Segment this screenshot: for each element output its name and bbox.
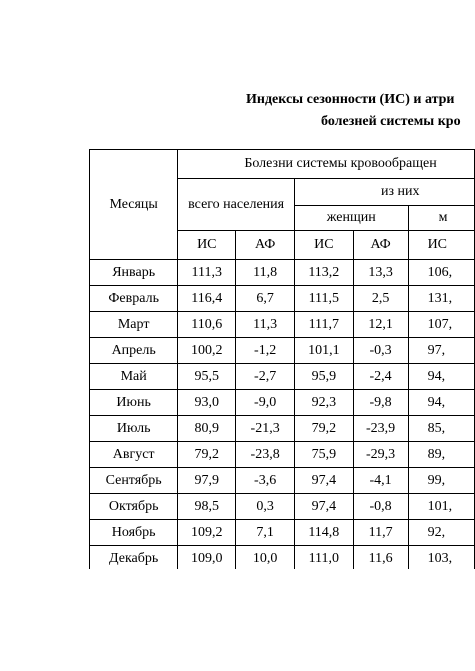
is-women-cell: 113,2 [294,260,353,286]
men-header: м [408,206,474,231]
af-women-cell: 11,7 [353,520,408,546]
is-women-cell: 92,3 [294,390,353,416]
is-women-cell: 114,8 [294,520,353,546]
af-women-cell: 2,5 [353,286,408,312]
table-row [90,468,475,494]
af-all-cell: -1,2 [236,338,295,364]
of-them-header: из них [294,179,474,206]
women-header: женщин [294,206,408,231]
is-women-cell: 95,9 [294,364,353,390]
is-men-cell: 99, [408,468,474,494]
all-population-header: всего населения [178,179,295,231]
month-cell: Июль [90,416,178,442]
is-women-cell: 79,2 [294,416,353,442]
af-all-cell: 7,1 [236,520,295,546]
is-women-cell: 111,0 [294,546,353,570]
is-men-cell: 131, [408,286,474,312]
af-all-cell: 10,0 [236,546,295,570]
af-women-cell: 11,6 [353,546,408,570]
month-cell: Февраль [90,286,178,312]
is-all-cell: 95,5 [178,364,236,390]
is-all-cell: 98,5 [178,494,236,520]
is-men-cell: 101, [408,494,474,520]
is-men-cell: 94, [408,390,474,416]
is-men-cell: 107, [408,312,474,338]
af-women-cell: -0,3 [353,338,408,364]
is-all-cell: 80,9 [178,416,236,442]
is-men-cell: 106, [408,260,474,286]
is-all-cell: 93,0 [178,390,236,416]
is-men-cell: 85, [408,416,474,442]
af-women-cell: -29,3 [353,442,408,468]
is-men-cell: 97, [408,338,474,364]
table-row [90,442,475,468]
af-women-cell: -23,9 [353,416,408,442]
table-row [90,546,475,570]
table-container [89,149,475,569]
document-title-line-1: Индексы сезонности (ИС) и атри [246,92,455,107]
is-women-cell: 111,7 [294,312,353,338]
af-all-cell: -2,7 [236,364,295,390]
af-women-cell: -4,1 [353,468,408,494]
month-cell: Октябрь [90,494,178,520]
is-all-cell: 111,3 [178,260,236,286]
is-men-cell: 103, [408,546,474,570]
document-title-line-2: болезней системы кро [321,114,461,129]
is-women-cell: 111,5 [294,286,353,312]
seasonality-table [89,149,475,569]
table-row [90,416,475,442]
is-women-cell: 97,4 [294,468,353,494]
month-cell: Сентябрь [90,468,178,494]
table-row [90,520,475,546]
disease-group-header: Болезни системы кровообращен [178,150,475,179]
table-row [90,364,475,390]
table-row [90,260,475,286]
col-af-women: АФ [353,231,408,260]
months-header: Месяцы [90,150,178,260]
is-all-cell: 79,2 [178,442,236,468]
is-all-cell: 109,0 [178,546,236,570]
is-all-cell: 110,6 [178,312,236,338]
table-row [90,286,475,312]
table-row [90,390,475,416]
month-cell: Январь [90,260,178,286]
is-all-cell: 100,2 [178,338,236,364]
af-women-cell: -2,4 [353,364,408,390]
is-all-cell: 116,4 [178,286,236,312]
col-af-all: АФ [236,231,295,260]
is-all-cell: 109,2 [178,520,236,546]
is-women-cell: 101,1 [294,338,353,364]
is-men-cell: 94, [408,364,474,390]
is-men-cell: 89, [408,442,474,468]
month-cell: Август [90,442,178,468]
table-row [90,338,475,364]
is-all-cell: 97,9 [178,468,236,494]
af-all-cell: 0,3 [236,494,295,520]
is-women-cell: 75,9 [294,442,353,468]
col-is-men: ИС [408,231,474,260]
is-men-cell: 92, [408,520,474,546]
table-row [90,312,475,338]
month-cell: Июнь [90,390,178,416]
af-women-cell: 13,3 [353,260,408,286]
af-all-cell: 11,3 [236,312,295,338]
table-row [90,494,475,520]
month-cell: Апрель [90,338,178,364]
month-cell: Март [90,312,178,338]
af-all-cell: 6,7 [236,286,295,312]
month-cell: Ноябрь [90,520,178,546]
col-is-women: ИС [294,231,353,260]
af-all-cell: -9,0 [236,390,295,416]
af-all-cell: -21,3 [236,416,295,442]
af-all-cell: -3,6 [236,468,295,494]
af-women-cell: 12,1 [353,312,408,338]
af-women-cell: -9,8 [353,390,408,416]
month-cell: Декабрь [90,546,178,570]
af-all-cell: -23,8 [236,442,295,468]
month-cell: Май [90,364,178,390]
is-women-cell: 97,4 [294,494,353,520]
af-women-cell: -0,8 [353,494,408,520]
col-is-all: ИС [178,231,236,260]
af-all-cell: 11,8 [236,260,295,286]
